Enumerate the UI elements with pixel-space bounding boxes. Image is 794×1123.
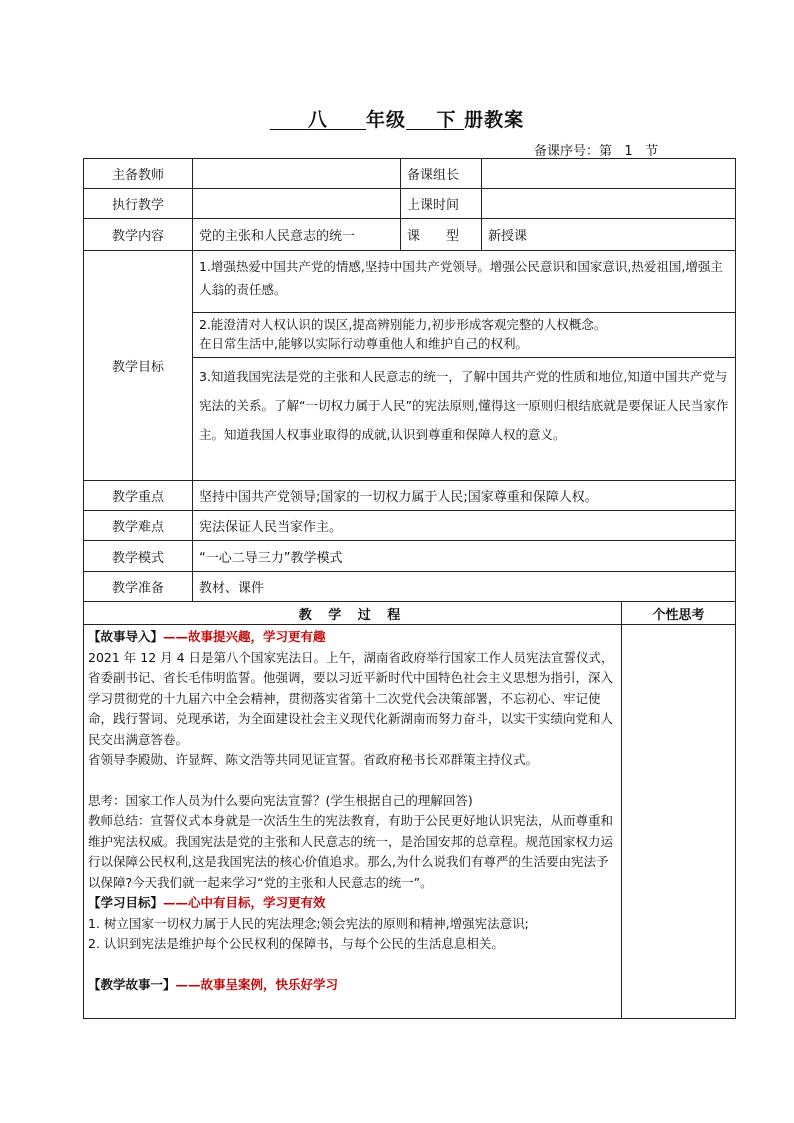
exec-label: 执行教学	[84, 189, 193, 219]
grade-suffix: 年级	[366, 109, 407, 131]
learning-goal-2: 2. 认识到宪法是维护每个公民权利的保障书，与每个公民的生活息息相关。	[88, 936, 504, 951]
lesson-number: 1	[624, 144, 633, 159]
row-key	[84, 481, 736, 511]
grade-value: 八	[307, 109, 328, 131]
prep-value: 教材、课件	[193, 572, 736, 602]
think-question: 思考：国家工作人员为什么要向宪法宣誓？(学生根据自己的理解回答)	[88, 792, 473, 808]
mode-value: “一心二导三力”教学模式	[193, 541, 736, 572]
class-time-value[interactable]	[482, 189, 736, 219]
lesson-sequence: 备课序号：第 1 节	[534, 144, 659, 159]
section-intro: 【故事导入】——故事提兴趣，学习更有趣	[88, 629, 326, 644]
personal-thinking-cell[interactable]	[622, 625, 736, 1019]
difficulty-value: 宪法保证人民当家作主。	[193, 511, 736, 541]
prep-label: 教学准备	[84, 572, 193, 602]
term-value: 下	[436, 109, 457, 131]
row-exec	[84, 189, 736, 219]
goal-1: 1.增强热爱中国共产党的情感,坚持中国共产党领导。增强公民意识和国家意识,热爱祖国,增强主人翁的责任感。	[193, 251, 736, 313]
class-time-label: 上课时间	[401, 189, 482, 219]
teacher-summary: 教师总结：宣誓仪式本身就是一次活生生的宪法教育，有助于公民更好地认识宪法，从而尊重和维护宪法权威。我国宪法是党的主张和人民意志的统一，是治国安邦的总章程。规范国家权力运行以保障公民权利,这是我国宪法的核心价值追求。那么,为什么说我们有尊严的生活要由宪法予以保障?今天我们就一起来学习“党的主张和人民意志的统一”。	[88, 813, 614, 890]
group-leader-value[interactable]	[482, 159, 736, 189]
teaching-process-table	[83, 601, 736, 1019]
difficulty-label: 教学难点	[84, 511, 193, 541]
process-body	[84, 625, 622, 1019]
page-title	[0, 105, 794, 132]
type-value: 新授课	[482, 219, 736, 251]
lead-teacher-label: 主备教师	[84, 159, 193, 189]
key-label: 教学重点	[84, 481, 193, 511]
type-label: 课 型	[401, 219, 482, 251]
term-suffix: 册教案	[464, 109, 525, 131]
exec-value[interactable]	[193, 189, 401, 219]
lesson-info-table	[83, 158, 736, 602]
intro-paragraph-1: 2021 年 12 月 4 日是第八个国家宪法日。上午，湖南省政府举行国家工作人员宪法宣誓仪式，省委副书记、省长毛伟明监誓。他强调，要以习近平新时代中国特色社会主义思想为指引，深入学习贯彻党的十九届六中全会精神，贯彻落实省第十二次党代会决策部署，不忘初心、牢记使命，践行誓词、兑现承诺，为全面建设社会主义现代化新湖南而努力奋斗，以实干实绩向党和人民交出满意答卷。	[88, 649, 614, 747]
row-lead-teacher	[84, 159, 736, 189]
mode-label: 教学模式	[84, 541, 193, 572]
goals-label: 教学目标	[84, 251, 193, 481]
process-header: 教 学 过 程	[84, 602, 622, 625]
lead-teacher-value[interactable]	[193, 159, 401, 189]
row-mode	[84, 541, 736, 572]
goal-3: 3.知道我国宪法是党的主张和人民意志的统一，了解中国共产党的性质和地位,知道中国共产党与宪法的关系。了解“一切权力属于人民”的宪法原则,懂得这一原则归根结底就是要保证人民当家作主。知道我国人权事业取得的成就,认识到尊重和保障人权的意义。	[193, 358, 736, 481]
personal-thinking-header: 个性思考	[622, 602, 736, 625]
row-prep	[84, 572, 736, 602]
group-leader-label: 备课组长	[401, 159, 482, 189]
learning-goal-1: 1. 树立国家一切权力属于人民的宪法理念;领会宪法的原则和精神,增强宪法意识;	[88, 915, 529, 931]
intro-paragraph-2: 省领导李殿勋、许显辉、陈文浩等共同见证宣誓。省政府秘书长邓群策主持仪式。	[88, 752, 539, 767]
content-value: 党的主张和人民意志的统一	[193, 219, 401, 251]
goal-2b: 在日常生活中,能够以实际行动尊重他人和维护自己的权利。	[199, 336, 528, 351]
row-goal-1	[84, 251, 736, 313]
content-label: 教学内容	[84, 219, 193, 251]
goal-2: 2.能澄清对人权认识的误区,提高辨别能力,初步形成客观完整的人权概念。	[199, 317, 607, 332]
row-content	[84, 219, 736, 251]
section-story-1: 【教学故事一】——故事呈案例，快乐好学习	[88, 976, 339, 992]
row-difficulty	[84, 511, 736, 541]
key-value: 坚持中国共产党领导;国家的一切权力属于人民;国家尊重和保障人权。	[193, 481, 736, 511]
section-learning-goals: 【学习目标】——心中有目标，学习更有效	[88, 895, 326, 910]
